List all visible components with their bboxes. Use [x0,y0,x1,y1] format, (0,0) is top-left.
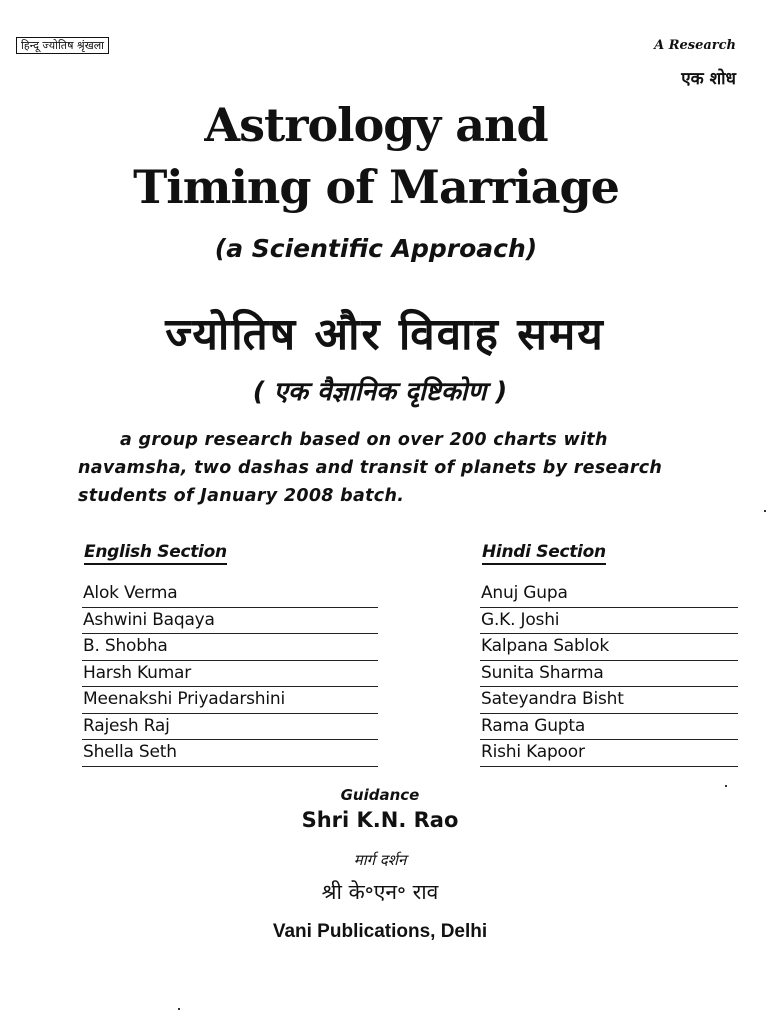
list-item: Harsh Kumar [82,661,378,688]
hindi-section-heading: Hindi Section [482,542,606,565]
title-line-1: Astrology and [204,98,548,152]
guidance-name: Shri K.N. Rao [301,808,459,832]
list-item: G.K. Joshi [480,608,738,635]
list-item: Kalpana Sablok [480,634,738,661]
list-item: Rama Gupta [480,714,738,741]
english-section [84,542,378,767]
list-item: Alok Verma [82,581,378,608]
list-item: Rajesh Raj [82,714,378,741]
subtitle-english: (a Scientific Approach) [214,234,538,263]
list-item: B. Shobha [82,634,378,661]
research-label-english: A Research [654,38,736,53]
series-label-box [16,37,109,54]
list-item: Sunita Sharma [480,661,738,688]
english-section-heading: English Section [84,542,227,565]
series-label: हिन्दू ज्योतिष श्रृंखला [21,39,105,52]
subtitle-hindi: ( एक वैज्ञानिक दृष्टिकोण ) [252,377,508,407]
publisher: Vani Publications, Delhi [272,921,488,942]
list-item: Rishi Kapoor [480,740,738,767]
guidance-name-hindi: श्री के॰एन॰ राव [321,880,439,904]
scan-speck [764,510,766,512]
english-names-list [82,581,378,767]
intro-paragraph: a group research based on over 200 charts with navamsha, two dashas and transit of planets by research students of January 2008 batch. [78,430,663,506]
list-item: Sateyandra Bisht [480,687,738,714]
guidance-label: Guidance [340,786,420,804]
hindi-section [482,542,738,767]
scan-speck [725,785,727,787]
list-item: Shella Seth [82,740,378,767]
list-item: Anuj Gupa [480,581,738,608]
hindi-names-list [480,581,738,767]
list-item: Meenakshi Priyadarshini [82,687,378,714]
scan-speck [178,1008,180,1010]
list-item: Ashwini Baqaya [82,608,378,635]
guidance-label-hindi: मार्ग दर्शन [353,851,407,869]
title-hindi: ज्योतिष और विवाह समय [165,309,605,360]
title-line-2: Timing of Marriage [133,160,619,214]
research-label-hindi: एक शोध [681,69,736,89]
